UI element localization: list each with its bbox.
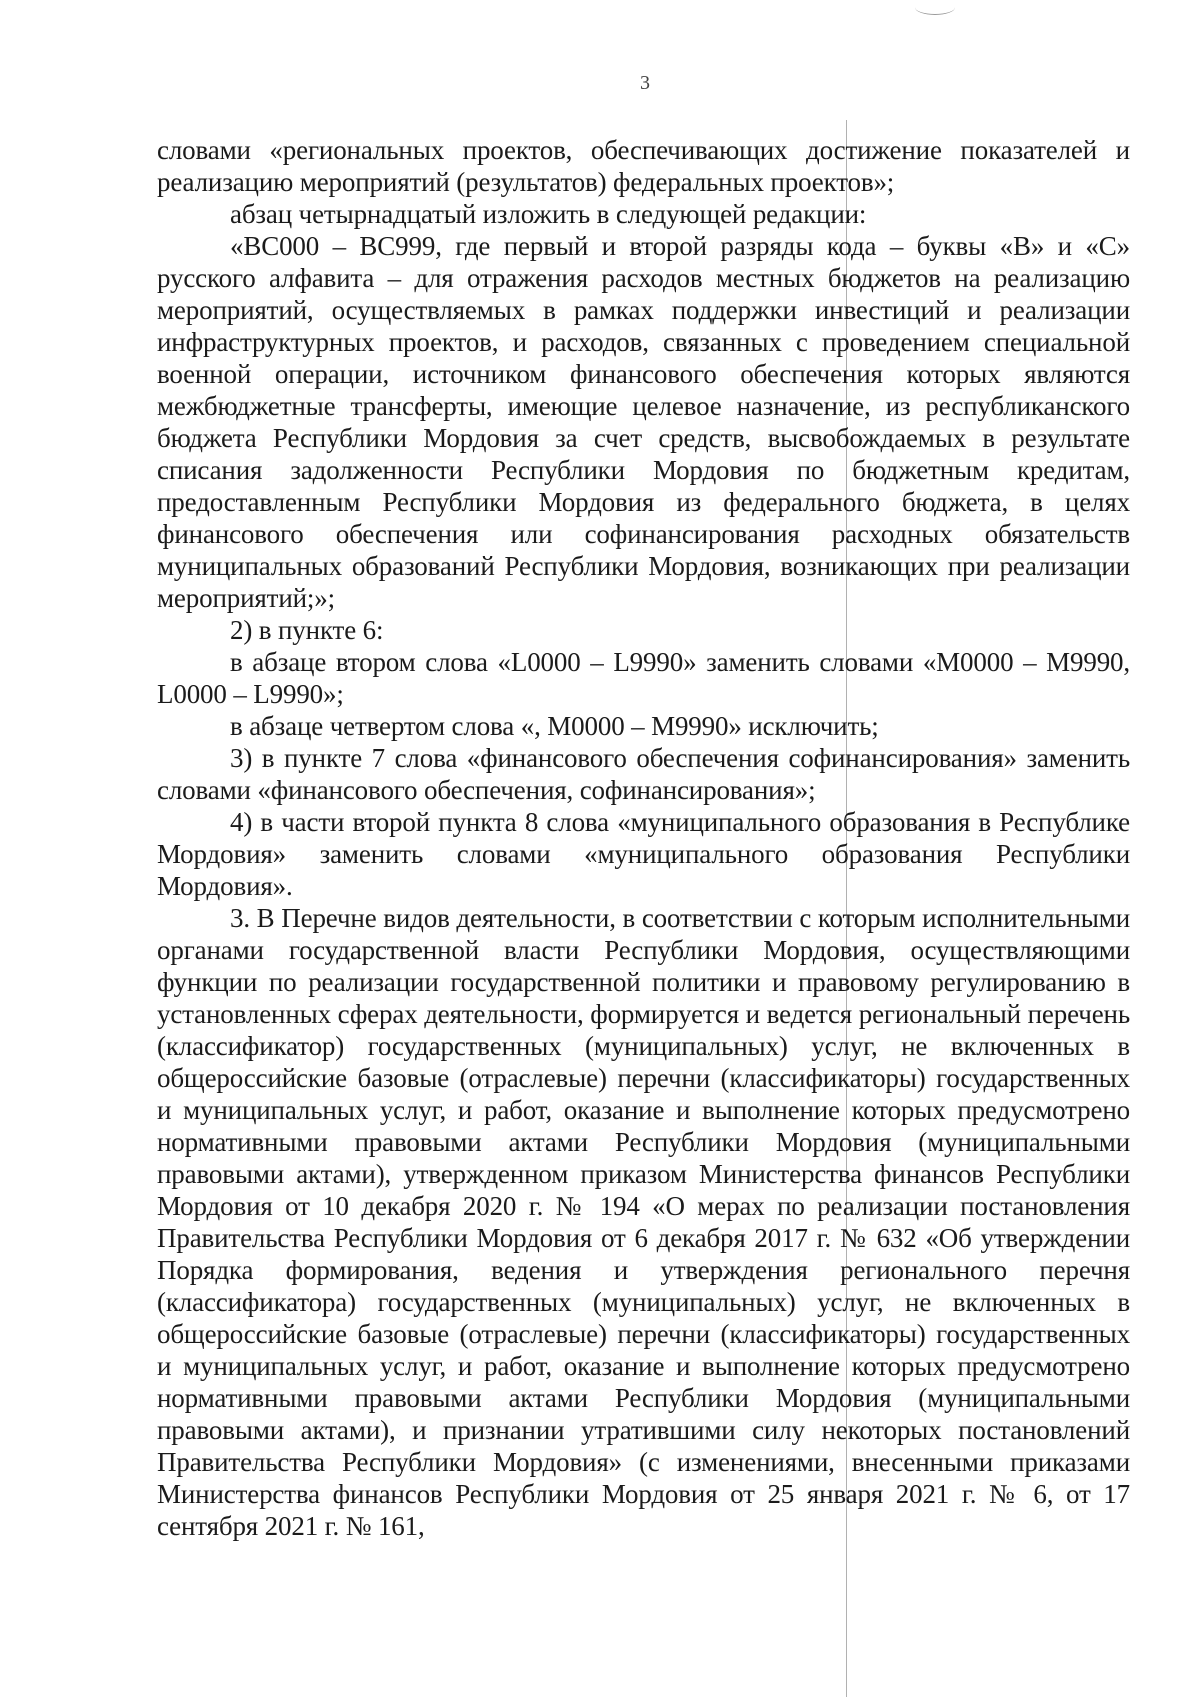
- paragraph: словами «региональных проектов, обеспечивающих достижение показателей и реализацию мероприятий (результатов) федеральных проектов»;: [157, 135, 1130, 197]
- paragraph: 4) в части второй пункта 8 слова «муниципального образования в Республике Мордовия» заменить словами «муниципального образования Республики Мордовия».: [157, 807, 1130, 901]
- paragraph: абзац четырнадцатый изложить в следующей редакции:: [230, 199, 867, 229]
- paragraph: 3. В Перечне видов деятельности, в соответствии с которым исполнительными органами государственной власти Республики Мордовия, осуществляющими функции по реализации государственной политики и правовому регулированию в установленных сферах деятельности, формируется и ведется региональный перечень (классификатор) государственных (муниципальных) услуг, не включенных в общероссийские базовые (отраслевые) перечни (классификаторы) государственных и муниципальных услуг, и работ, оказание и выполнение которых предусмотрено нормативными правовыми актами Республики Мордовия (муниципальными правовыми актами), утвержденном приказом Министерства финансов Республики Мордовия от 10 декабря 2020 г. № 194 «О мерах по реализации постановления Правительства Республики Мордовия от 6 декабря 2017 г. № 632 «Об утверждении Порядка формирования, ведения и утверждения регионального перечня (классификатора) государственных (муниципальных) услуг, не включенных в общероссийские базовые (отраслевые) перечни (классификаторы) государственных и муниципальных услуг, и работ, оказание и выполнение которых предусмотрено нормативными правовыми актами Республики Мордовия (муниципальными правовыми актами), и признании утратившими силу некоторых постановлений Правительства Республики Мордовия» (с изменениями, внесенными приказами Министерства финансов Республики Мордовия от 25 января 2021 г. № 6, от 17 сентября 2021 г. № 161,: [157, 903, 1130, 1541]
- paragraph: в абзаце втором слова «L0000 – L9990» заменить словами «М0000 – М9990, L0000 – L9990»;: [157, 647, 1130, 709]
- scan-edge-mark: [915, 0, 955, 15]
- paragraph: 3) в пункте 7 слова «финансового обеспечения софинансирования» заменить словами «финансового обеспечения, софинансирования»;: [157, 743, 1130, 805]
- paragraph: 2) в пункте 6:: [230, 615, 384, 645]
- paragraph: «ВС000 – ВС999, где первый и второй разряды кода – буквы «В» и «С» русского алфавита – для отражения расходов местных бюджетов на реализацию мероприятий, осуществляемых в рамках поддержки инвестиций и реализации инфраструктурных проектов, и расходов, связанных с проведением специальной военной операции, источником финансового обеспечения которых являются межбюджетные трансферты, имеющие целевое назначение, из республиканского бюджета Республики Мордовия за счет средств, высвобождаемых в результате списания задолженности Республики Мордовия по бюджетным кредитам, предоставленным Республики Мордовия из федерального бюджета, в целях финансового обеспечения или софинансирования расходных обязательств муниципальных образований Республики Мордовия, возникающих при реализации мероприятий;»;: [157, 231, 1130, 613]
- document-body: [157, 134, 1130, 1542]
- page-number: 3: [640, 72, 650, 94]
- paragraph: в абзаце четвертом слова «, М0000 – М9990» исключить;: [230, 711, 879, 741]
